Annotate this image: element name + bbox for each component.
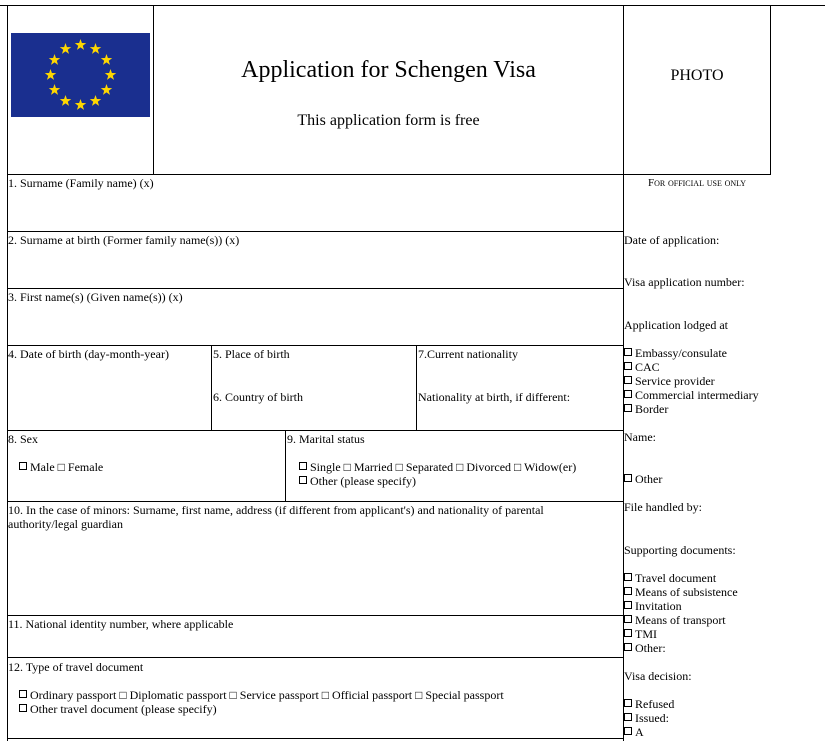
official-other-option[interactable] <box>624 472 662 486</box>
checkbox-icon[interactable] <box>624 573 632 581</box>
visa-decision-option-label: A <box>635 725 644 739</box>
travel-document-options[interactable] <box>19 688 504 702</box>
field-7-nationality-at-birth[interactable]: Nationality at birth, if different: <box>418 390 571 404</box>
travel-document-other-label: Other travel document (please specify) <box>30 702 217 716</box>
right-border <box>770 5 771 175</box>
row-line-8 <box>7 430 624 431</box>
marital-other[interactable] <box>299 474 416 488</box>
top-border <box>0 5 825 6</box>
visa-decision-option[interactable] <box>624 725 644 739</box>
supporting-document-option-label: TMI <box>635 627 657 641</box>
supporting-document-option[interactable] <box>624 627 657 641</box>
checkbox-icon[interactable] <box>19 690 27 698</box>
travel-document-options-label: Ordinary passport □ Diplomatic passport □ Service passport □ Official passport □ Special passport <box>30 688 504 702</box>
visa-decision-option-label: Issued: <box>635 711 669 725</box>
checkbox-icon[interactable] <box>624 727 632 735</box>
lodged-option-label: Border <box>635 402 669 416</box>
checkbox-icon[interactable] <box>624 474 632 482</box>
checkbox-icon[interactable] <box>299 476 307 484</box>
field-7-current-nationality[interactable]: 7.Current nationality <box>418 347 518 361</box>
row-line-4 <box>7 345 624 346</box>
official-other-label: Other <box>635 472 663 486</box>
supporting-document-option-label: Other: <box>635 641 666 655</box>
date-of-application-label: Date of application: <box>624 233 720 247</box>
col-divider-8-9 <box>285 430 286 502</box>
supporting-documents-label: Supporting documents: <box>624 543 736 557</box>
field-5-place-of-birth[interactable]: 5. Place of birth <box>213 347 290 361</box>
field-6-country-of-birth[interactable]: 6. Country of birth <box>213 390 303 404</box>
field-2-surname-at-birth[interactable]: 2. Surname at birth (Former family name(s)) (x) <box>8 233 240 247</box>
field-12-travel-document-type: 12. Type of travel document <box>8 660 144 674</box>
lodged-option-label: Commercial intermediary <box>635 388 759 402</box>
lodged-option[interactable] <box>624 346 727 360</box>
checkbox-icon[interactable] <box>624 699 632 707</box>
travel-document-other[interactable] <box>19 702 217 716</box>
checkbox-icon[interactable] <box>299 462 307 470</box>
supporting-document-option-label: Means of subsistence <box>635 585 738 599</box>
marital-options-label: Single □ Married □ Separated □ Divorced □ Widow(er) <box>310 460 577 474</box>
checkbox-icon[interactable] <box>19 704 27 712</box>
visa-decision-option[interactable] <box>624 711 669 725</box>
lodged-option-label: Embassy/consulate <box>635 346 727 360</box>
field-3-first-names[interactable]: 3. First name(s) (Given name(s)) (x) <box>8 290 183 304</box>
lodged-option-label: CAC <box>635 360 660 374</box>
sex-options[interactable] <box>19 460 103 474</box>
bottom-line <box>7 738 624 739</box>
photo-box-label: PHOTO <box>670 67 724 84</box>
lodged-option[interactable] <box>624 402 668 416</box>
eu-flag <box>11 33 150 117</box>
marital-options[interactable] <box>299 460 576 474</box>
lodged-option-label: Service provider <box>635 374 715 388</box>
checkbox-icon[interactable] <box>624 348 632 356</box>
supporting-document-option[interactable] <box>624 641 666 655</box>
sex-options-label: Male □ Female <box>30 460 104 474</box>
supporting-document-option-label: Invitation <box>635 599 682 613</box>
checkbox-icon[interactable] <box>624 713 632 721</box>
lodged-option[interactable] <box>624 360 660 374</box>
checkbox-icon[interactable] <box>624 404 632 412</box>
marital-other-label: Other (please specify) <box>310 474 416 488</box>
application-lodged-label: Application lodged at <box>624 318 728 332</box>
supporting-document-option[interactable] <box>624 571 716 585</box>
checkbox-icon[interactable] <box>624 601 632 609</box>
checkbox-icon[interactable] <box>624 390 632 398</box>
row-line-2 <box>7 231 624 232</box>
checkbox-icon[interactable] <box>624 643 632 651</box>
visa-decision-label: Visa decision: <box>624 669 692 683</box>
col-divider-4-5 <box>211 345 212 431</box>
checkbox-icon[interactable] <box>624 587 632 595</box>
row-line-11 <box>7 615 624 616</box>
file-handled-by-label: File handled by: <box>624 500 702 514</box>
row-line-12 <box>7 657 624 658</box>
lodged-option[interactable] <box>624 374 715 388</box>
header-flag-divider <box>153 5 154 174</box>
checkbox-icon[interactable] <box>19 462 27 470</box>
checkbox-icon[interactable] <box>624 376 632 384</box>
supporting-document-option[interactable] <box>624 585 738 599</box>
visa-application-number-label: Visa application number: <box>624 275 745 289</box>
supporting-document-option-label: Means of transport <box>635 613 726 627</box>
eu-flag-graphic <box>11 33 150 117</box>
field-4-date-of-birth[interactable]: 4. Date of birth (day-month-year) <box>8 347 169 361</box>
checkbox-icon[interactable] <box>624 615 632 623</box>
form-title: Application for Schengen Visa <box>241 57 536 83</box>
form-subtitle: This application form is free <box>297 112 480 129</box>
field-8-sex: 8. Sex <box>8 432 38 446</box>
row-line-10 <box>7 501 624 502</box>
visa-decision-option[interactable] <box>624 697 674 711</box>
supporting-document-option-label: Travel document <box>635 571 717 585</box>
field-9-marital-status: 9. Marital status <box>287 432 365 446</box>
supporting-document-option[interactable] <box>624 613 726 627</box>
row-line-3 <box>7 288 624 289</box>
name-label: Name: <box>624 430 656 444</box>
col-divider-5-7 <box>416 345 417 431</box>
official-use-heading: For official use only <box>647 177 747 189</box>
checkbox-icon[interactable] <box>624 629 632 637</box>
checkbox-icon[interactable] <box>624 362 632 370</box>
field-10-minors-guardian[interactable]: 10. In the case of minors: Surname, first name, address (if different from applicant's) and nationality of parental authority/legal guardian <box>8 503 544 531</box>
supporting-document-option[interactable] <box>624 599 682 613</box>
field-11-national-id[interactable]: 11. National identity number, where applicable <box>8 617 234 631</box>
lodged-option[interactable] <box>624 388 759 402</box>
field-1-surname[interactable]: 1. Surname (Family name) (x) <box>8 176 154 190</box>
header-bottom-line <box>7 174 771 175</box>
visa-decision-option-label: Refused <box>635 697 675 711</box>
